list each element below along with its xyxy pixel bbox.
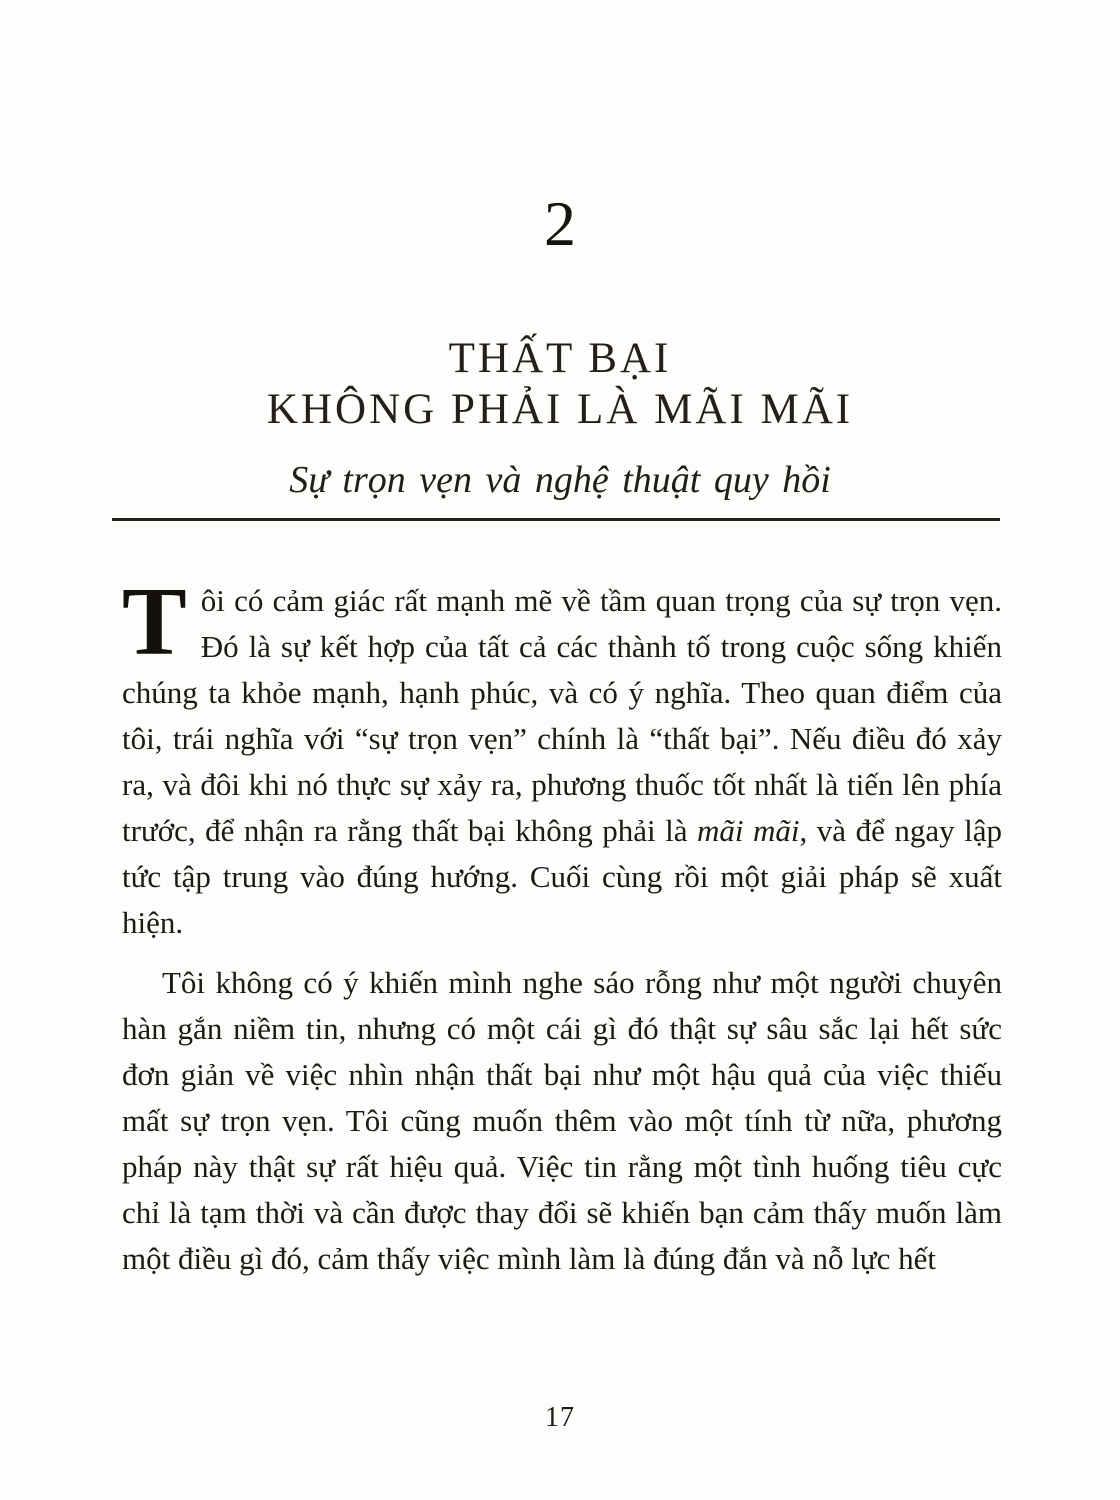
chapter-number: 2 — [544, 188, 576, 259]
paragraph-1-italic-phrase: mãi mãi — [697, 813, 800, 848]
chapter-subtitle: Sự trọn vẹn và nghệ thuật quy hồi — [289, 459, 831, 501]
paragraph-2: Tôi không có ý khiến mình nghe sáo rỗng như một người chuyên hàn gắn niềm tin, nhưng có một cái gì đó thật sự sâu sắc lại hết sức đơn giản về việc nhìn nhận thất bại như một hậu quả của việc thiếu mất sự trọn vẹn. Tôi cũng muốn thêm vào một tính từ nữa, phương pháp này thật sự rất hiệu quả. Việc tin rằng một tình huống tiêu cực chỉ là tạm thời và cần được thay đổi sẽ khiến bạn cảm thấy muốn làm một điều gì đó, cảm thấy việc mình làm là đúng đắn và nỗ lực hết — [122, 965, 1002, 1276]
paragraph-1-text: ôi có cảm giác rất mạnh mẽ về tầm quan trọng của sự trọn vẹn. Đó là sự kết hợp của tất cả các thành tố trong cuộc sống khiến chúng ta khỏe mạnh, hạnh phúc, và có ý nghĩa. Theo quan điểm của tôi, trái nghĩa với “sự trọn vẹn” chính là “thất bại”. Nếu điều đó xảy ra, và đôi khi nó thực sự xảy ra, phương thuốc tốt nhất là tiến lên phía trước, để nhận ra rằng thất bại không phải là — [122, 583, 1002, 848]
body-text — [122, 568, 1002, 1282]
subtitle-divider — [112, 518, 1000, 521]
page-number: 17 — [545, 1402, 575, 1433]
chapter-title-line-2: KHÔNG PHẢI LÀ MÃI MÃI — [266, 386, 854, 433]
paragraph-1 — [122, 568, 1002, 946]
drop-cap: T — [122, 568, 187, 675]
chapter-title — [0, 333, 1120, 435]
paragraph-1-text-after: , và để ngay lập tức tập trung vào đúng hướng. Cuối cùng rồi một giải pháp sẽ xuất hiện. — [122, 813, 1002, 940]
chapter-title-line-1: THẤT BẠI — [448, 335, 672, 382]
